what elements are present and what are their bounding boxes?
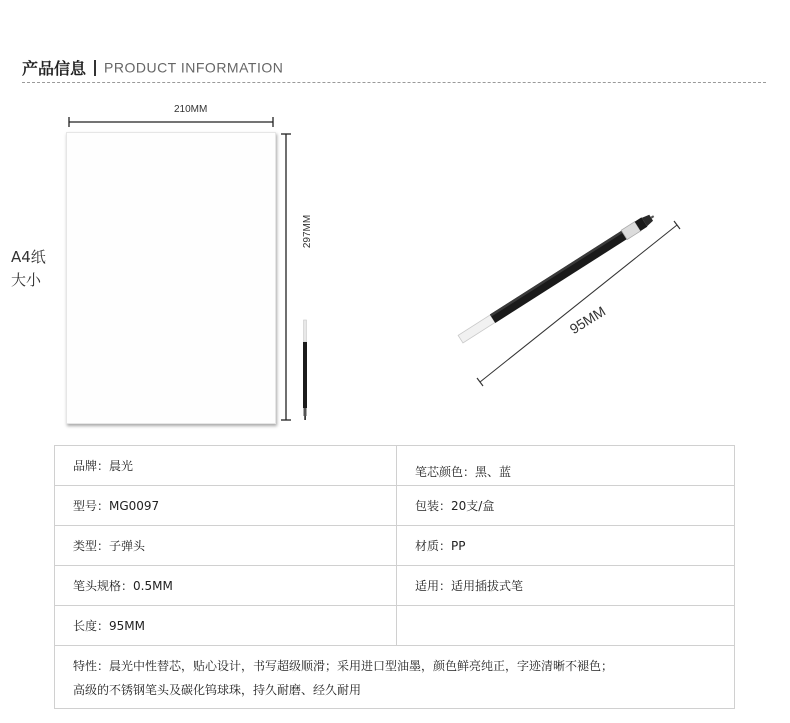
width-dimension-line xyxy=(69,117,273,127)
a4-label-line1: A4纸 xyxy=(11,248,46,266)
spec-brand: 品牌：晨光 xyxy=(55,446,397,486)
table-row xyxy=(55,646,735,709)
features-line2: 高级的不锈钢笔头及碳化钨球珠，持久耐磨、经久耐用 xyxy=(73,683,362,697)
table-row xyxy=(55,446,735,486)
height-dimension-line xyxy=(281,134,291,420)
spec-applicable: 适用：适用插拔式笔 xyxy=(397,566,735,606)
table-row xyxy=(55,486,735,526)
table-row xyxy=(55,566,735,606)
table-row xyxy=(55,526,735,566)
table-row xyxy=(55,606,735,646)
refill-length-label: 95MM xyxy=(566,302,609,338)
height-label: 297MM xyxy=(302,214,314,249)
a4-label-line2: 大小 xyxy=(11,271,42,289)
spec-length: 长度：95MM xyxy=(55,606,397,646)
spec-features xyxy=(55,646,735,709)
spec-table xyxy=(54,445,735,709)
refill-drawing xyxy=(458,211,657,343)
width-label: 210MM xyxy=(174,104,208,115)
spec-type: 类型：子弹头 xyxy=(55,526,397,566)
spec-empty-cell xyxy=(397,606,735,646)
features-line1: 特性：晨光中性替芯，贴心设计，书写超级顺滑；采用进口型油墨，颜色鲜亮纯正，字迹清晰不褪色； xyxy=(73,659,614,673)
spec-refill-color: 笔芯颜色：黑、蓝 xyxy=(397,446,735,486)
spec-model: 型号：MG0097 xyxy=(55,486,397,526)
spec-tip-size: 笔头规格：0.5MM xyxy=(55,566,397,606)
spec-material: 材质：PP xyxy=(397,526,735,566)
spec-packaging: 包装：20支/盒 xyxy=(397,486,735,526)
small-refill-icon xyxy=(303,320,307,420)
section-title-en: PRODUCT INFORMATION xyxy=(104,59,284,76)
section-title-cn: 产品信息 xyxy=(22,59,87,78)
